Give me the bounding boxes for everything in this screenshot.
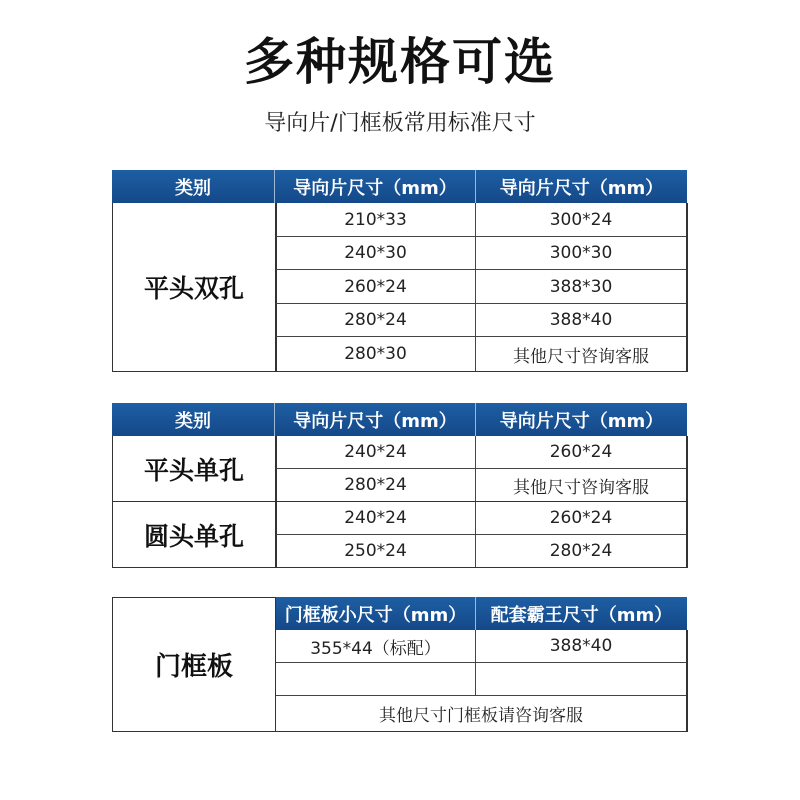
size-table-double-hole bbox=[112, 170, 687, 372]
table-cell: 210*33 bbox=[276, 203, 476, 237]
table-cell: 其他尺寸咨询客服 bbox=[476, 337, 686, 372]
table-cell: 260*24 bbox=[476, 436, 686, 469]
table-cell: 250*24 bbox=[276, 535, 476, 568]
table-cell: 240*24 bbox=[276, 502, 476, 535]
table-cell: 240*30 bbox=[276, 237, 476, 270]
header-door-frame-size: 门框板小尺寸（mm） bbox=[276, 597, 476, 630]
table-footer-note: 其他尺寸门框板请咨询客服 bbox=[276, 696, 686, 732]
header-matching-size: 配套霸王尺寸（mm） bbox=[476, 597, 687, 630]
size-table-door-frame bbox=[112, 597, 687, 732]
table-cell: 280*24 bbox=[276, 304, 476, 337]
category-cell: 平头双孔 bbox=[112, 203, 276, 372]
category-cell: 门框板 bbox=[112, 597, 276, 732]
table-cell: 280*24 bbox=[476, 535, 686, 568]
category-cell: 平头单孔 bbox=[112, 436, 276, 502]
table-cell bbox=[476, 663, 686, 696]
table-cell: 388*40 bbox=[476, 630, 686, 663]
header-category: 类别 bbox=[112, 403, 275, 436]
table-cell: 300*30 bbox=[476, 237, 686, 270]
header-size-col1: 导向片尺寸（mm） bbox=[275, 170, 476, 203]
size-table-single-hole bbox=[112, 403, 687, 568]
table-cell: 388*30 bbox=[476, 270, 686, 304]
header-size-col1: 导向片尺寸（mm） bbox=[275, 403, 476, 436]
table-cell: 260*24 bbox=[276, 270, 476, 304]
header-size-col2: 导向片尺寸（mm） bbox=[476, 403, 687, 436]
page-subtitle: 导向片/门框板常用标准尺寸 bbox=[264, 111, 536, 136]
table-cell: 其他尺寸咨询客服 bbox=[476, 469, 686, 502]
table-cell bbox=[276, 663, 476, 696]
table-cell: 355*44（标配） bbox=[276, 630, 476, 663]
table-cell: 240*24 bbox=[276, 436, 476, 469]
category-cell: 圆头单孔 bbox=[112, 502, 276, 568]
table-cell: 260*24 bbox=[476, 502, 686, 535]
header-size-col2: 导向片尺寸（mm） bbox=[476, 170, 687, 203]
table-cell: 280*30 bbox=[276, 337, 476, 372]
table-cell: 280*24 bbox=[276, 469, 476, 502]
header-category: 类别 bbox=[112, 170, 275, 203]
page-title: 多种规格可选 bbox=[244, 33, 556, 91]
table-cell: 388*40 bbox=[476, 304, 686, 337]
table-cell: 300*24 bbox=[476, 203, 686, 237]
